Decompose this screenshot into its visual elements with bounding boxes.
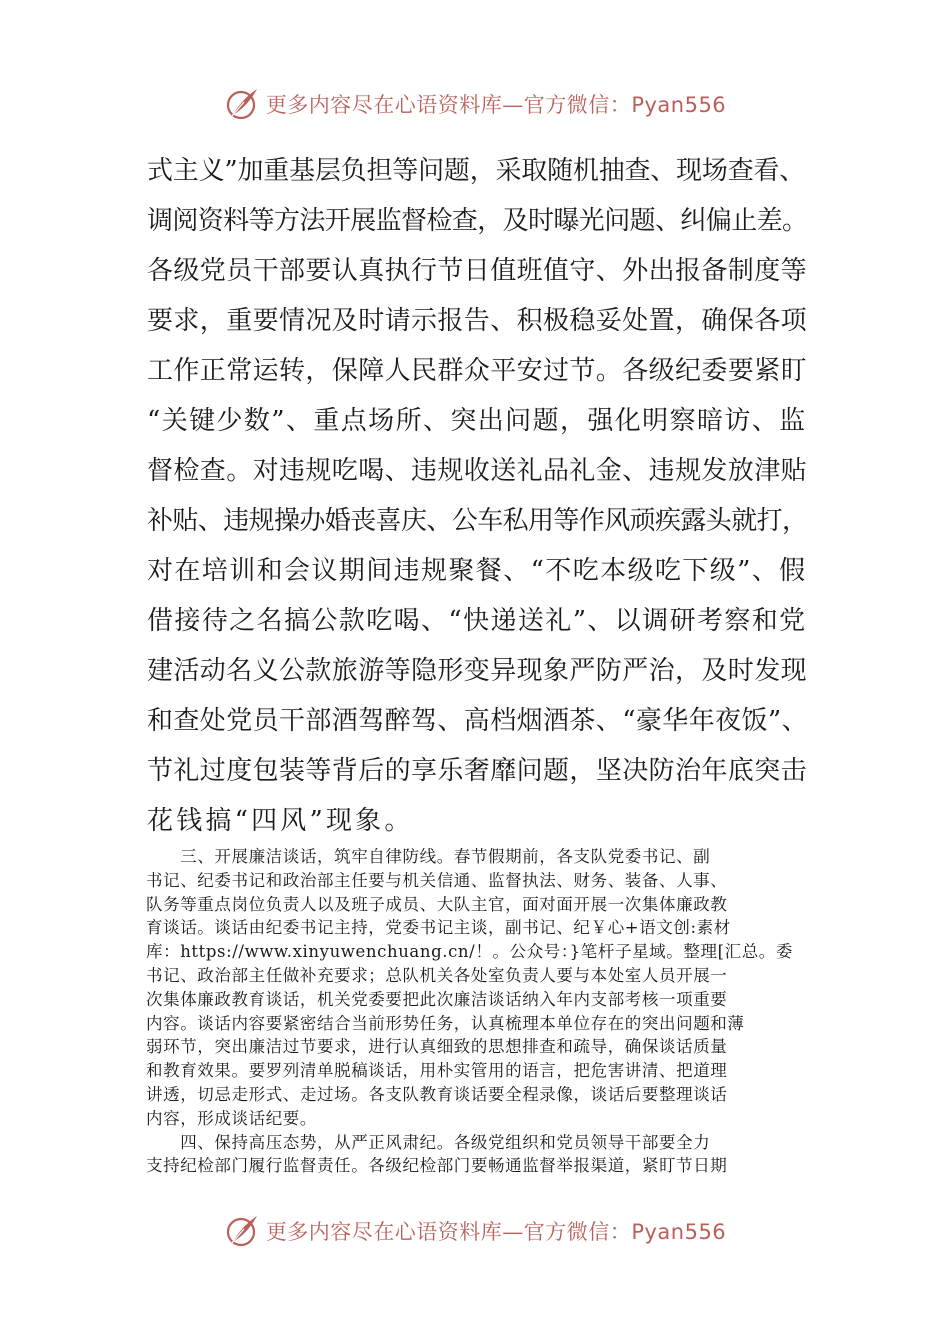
text-line: 讲透，切忌走形式、走过场。各支队教育谈话要全程录像，谈话后要整理谈话 <box>146 1084 728 1104</box>
text-line: 补贴、违规操办婚丧喜庆、公车私用等作风顽疾露头就打， <box>147 506 808 536</box>
text-line: 式主义”加重基层负担等问题，采取随机抽查、现场查看、 <box>147 156 806 186</box>
quill-pen-circle-icon <box>224 1213 260 1249</box>
wechat-id: Pyan556 <box>631 93 727 117</box>
watermark-text: 更多内容尽在心语资料库—官方微信：Pyan556 <box>265 1220 727 1244</box>
text-line: 内容。谈话内容要紧密结合当前形势任务，认真梳理本单位存在的突出问题和薄 <box>146 1013 745 1033</box>
text-line: 要求，重要情况及时请示报告、积极稳妥处置，确保各项 <box>147 306 808 336</box>
text-line: 节礼过度包装等背后的享乐奢靡问题，坚决防治年底突击 <box>147 756 808 786</box>
watermark-text: 更多内容尽在心语资料库—官方微信：Pyan556 <box>265 93 727 117</box>
text-line: 四、保持高压态势，从严正风肃纪。各级党组织和党员领导干部要全力 <box>146 1132 711 1152</box>
watermark-banner-bottom <box>0 1211 950 1251</box>
text-line: 书记、政治部主任做补充要求；总队机关各处室负责人要与本处室人员开展一 <box>146 965 728 985</box>
wechat-id: Pyan556 <box>631 1220 727 1244</box>
text-line: 借接待之名搞公款吃喝、“快递送礼”、以调研考察和党 <box>147 606 807 636</box>
text-line: 库：https://www.xinyuwenchuang.cn/！。公众号：}笔杆子星域。整理[汇总。委 <box>146 942 794 962</box>
text-line: 花钱搞“四风”现象。 <box>147 806 414 836</box>
text-line: 和教育效果。要罗列清单脱稿谈话，用朴实管用的语言，把危害讲清、把道理 <box>146 1061 728 1081</box>
text-line: “关键少数”、重点场所、突出问题，强化明察暗访、监 <box>147 406 807 436</box>
text-line: 各级党员干部要认真执行节日值班值守、外出报备制度等 <box>147 256 808 286</box>
watermark-banner-top <box>0 84 950 124</box>
text-line: 内容，形成谈话纪要。 <box>146 1108 317 1128</box>
quill-pen-circle-icon <box>224 86 260 122</box>
text-line: 队务等重点岗位负责人以及班子成员、大队主官，面对面开展一次集体廉政教 <box>146 894 728 914</box>
text-line: 建活动名义公款旅游等隐形变异现象严防严治，及时发现 <box>147 656 808 686</box>
text-line: 育谈话。谈话由纪委书记主持，党委书记主谈，副书记、纪￥心+语文创:素材 <box>146 918 731 938</box>
text-line: 对在培训和会议期间违规聚餐、“不吃本级吃下级”、假 <box>147 556 807 586</box>
text-line: 工作正常运转，保障人民群众平安过节。各级纪委要紧盯 <box>147 356 808 386</box>
text-line: 书记、纪委书记和政治部主任要与机关信通、监督执法、财务、装备、人事、 <box>146 870 728 890</box>
text-line: 次集体廉政教育谈话，机关党委要把此次廉洁谈话纳入年内支部考核一项重要 <box>146 989 728 1009</box>
small-paragraph <box>146 845 806 1178</box>
text-line: 支持纪检部门履行监督责任。各级纪检部门要畅通监督举报渠道，紧盯节日期 <box>146 1156 728 1176</box>
text-line: 调阅资料等方法开展监督检查，及时曝光问题、纠偏止差。 <box>147 206 808 236</box>
text-line: 和查处党员干部酒驾醉驾、高档烟酒茶、“豪华年夜饭”、 <box>147 706 808 736</box>
large-paragraph <box>147 146 807 846</box>
text-line: 三、开展廉洁谈话，筑牢自律防线。春节假期前，各支队党委书记、副 <box>146 847 711 866</box>
text-line: 弱环节，突出廉洁过节要求，进行认真细致的思想排查和疏导，确保谈话质量 <box>146 1037 728 1057</box>
text-line: 督检查。对违规吃喝、违规收送礼品礼金、违规发放津贴 <box>147 456 808 486</box>
